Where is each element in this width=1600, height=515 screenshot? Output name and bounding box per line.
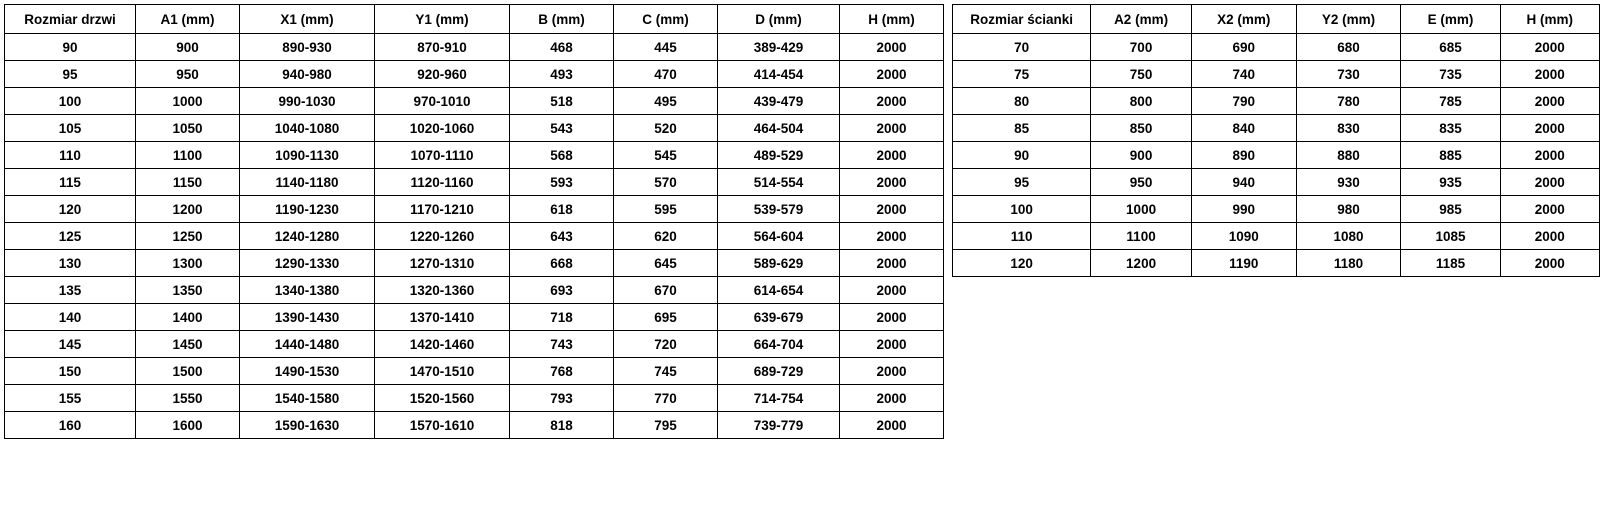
table-cell: 1270-1310 (375, 250, 510, 277)
table-cell: 935 (1401, 169, 1500, 196)
walls-table-body (953, 34, 1600, 277)
table-cell: 1350 (136, 277, 240, 304)
table-header-row (953, 5, 1600, 34)
table-cell: 930 (1296, 169, 1401, 196)
table-cell: 489-529 (718, 142, 840, 169)
table-cell: 818 (510, 412, 614, 439)
table-cell: 1300 (136, 250, 240, 277)
table-cell: 150 (5, 358, 136, 385)
table-cell: 1040-1080 (240, 115, 375, 142)
table-cell: 850 (1091, 115, 1192, 142)
table-cell: 1370-1410 (375, 304, 510, 331)
column-header-4: B (mm) (510, 5, 614, 34)
table-cell: 130 (5, 250, 136, 277)
table-cell: 1100 (136, 142, 240, 169)
table-cell: 90 (953, 142, 1091, 169)
table-cell: 668 (510, 250, 614, 277)
column-header-3: Y1 (mm) (375, 5, 510, 34)
table-cell: 835 (1401, 115, 1500, 142)
doors-table-container (4, 4, 944, 439)
table-cell: 743 (510, 331, 614, 358)
table-cell: 2000 (840, 277, 944, 304)
table-cell: 520 (614, 115, 718, 142)
table-cell: 518 (510, 88, 614, 115)
table-cell: 145 (5, 331, 136, 358)
table-cell: 1420-1460 (375, 331, 510, 358)
table-row (5, 331, 944, 358)
table-row (5, 34, 944, 61)
table-cell: 2000 (840, 142, 944, 169)
table-cell: 970-1010 (375, 88, 510, 115)
column-header-0: Rozmiar ścianki (953, 5, 1091, 34)
table-cell: 980 (1296, 196, 1401, 223)
table-cell: 80 (953, 88, 1091, 115)
table-cell: 785 (1401, 88, 1500, 115)
column-header-4: E (mm) (1401, 5, 1500, 34)
table-cell: 1185 (1401, 250, 1500, 277)
table-cell: 2000 (840, 169, 944, 196)
table-cell: 735 (1401, 61, 1500, 88)
table-row (5, 223, 944, 250)
table-cell: 1140-1180 (240, 169, 375, 196)
table-cell: 1190 (1191, 250, 1296, 277)
table-cell: 1390-1430 (240, 304, 375, 331)
table-cell: 495 (614, 88, 718, 115)
table-cell: 950 (1091, 169, 1192, 196)
table-cell: 414-454 (718, 61, 840, 88)
table-row (5, 250, 944, 277)
column-header-0: Rozmiar drzwi (5, 5, 136, 34)
table-cell: 618 (510, 196, 614, 223)
table-cell: 593 (510, 169, 614, 196)
table-cell: 2000 (840, 61, 944, 88)
doors-table-header (5, 5, 944, 34)
column-header-2: X2 (mm) (1191, 5, 1296, 34)
walls-table-header (953, 5, 1600, 34)
table-cell: 693 (510, 277, 614, 304)
table-cell: 1080 (1296, 223, 1401, 250)
table-cell: 2000 (1500, 142, 1599, 169)
table-cell: 720 (614, 331, 718, 358)
table-cell: 795 (614, 412, 718, 439)
walls-table-container (952, 4, 1600, 277)
table-cell: 1070-1110 (375, 142, 510, 169)
column-header-5: H (mm) (1500, 5, 1599, 34)
table-cell: 2000 (840, 250, 944, 277)
table-cell: 514-554 (718, 169, 840, 196)
table-cell: 493 (510, 61, 614, 88)
table-cell: 1150 (136, 169, 240, 196)
table-cell: 685 (1401, 34, 1500, 61)
table-cell: 1180 (1296, 250, 1401, 277)
table-cell: 718 (510, 304, 614, 331)
column-header-5: C (mm) (614, 5, 718, 34)
table-cell: 1570-1610 (375, 412, 510, 439)
table-row (953, 61, 1600, 88)
table-cell: 2000 (840, 358, 944, 385)
table-row (5, 196, 944, 223)
table-cell: 890-930 (240, 34, 375, 61)
table-cell: 1220-1260 (375, 223, 510, 250)
table-cell: 1250 (136, 223, 240, 250)
column-header-3: Y2 (mm) (1296, 5, 1401, 34)
table-cell: 120 (5, 196, 136, 223)
table-cell: 2000 (840, 331, 944, 358)
table-cell: 768 (510, 358, 614, 385)
table-row (953, 223, 1600, 250)
table-cell: 1170-1210 (375, 196, 510, 223)
table-row (5, 169, 944, 196)
table-row (5, 277, 944, 304)
table-cell: 1190-1230 (240, 196, 375, 223)
doors-table-body (5, 34, 944, 439)
table-cell: 950 (136, 61, 240, 88)
table-cell: 100 (5, 88, 136, 115)
table-cell: 1090 (1191, 223, 1296, 250)
table-cell: 750 (1091, 61, 1192, 88)
table-cell: 2000 (1500, 223, 1599, 250)
table-cell: 595 (614, 196, 718, 223)
table-cell: 2000 (840, 196, 944, 223)
table-cell: 1020-1060 (375, 115, 510, 142)
table-row (5, 385, 944, 412)
table-cell: 2000 (840, 115, 944, 142)
table-cell: 940-980 (240, 61, 375, 88)
table-cell: 1000 (136, 88, 240, 115)
table-cell: 740 (1191, 61, 1296, 88)
table-cell: 1290-1330 (240, 250, 375, 277)
table-cell: 1120-1160 (375, 169, 510, 196)
table-cell: 1450 (136, 331, 240, 358)
table-cell: 2000 (1500, 250, 1599, 277)
table-cell: 100 (953, 196, 1091, 223)
table-cell: 1500 (136, 358, 240, 385)
table-cell: 1085 (1401, 223, 1500, 250)
table-cell: 2000 (1500, 61, 1599, 88)
table-cell: 70 (953, 34, 1091, 61)
table-cell: 1590-1630 (240, 412, 375, 439)
table-cell: 870-910 (375, 34, 510, 61)
table-cell: 2000 (1500, 196, 1599, 223)
table-cell: 2000 (840, 88, 944, 115)
table-cell: 115 (5, 169, 136, 196)
table-cell: 990 (1191, 196, 1296, 223)
table-cell: 985 (1401, 196, 1500, 223)
table-cell: 1470-1510 (375, 358, 510, 385)
table-cell: 2000 (1500, 34, 1599, 61)
table-cell: 940 (1191, 169, 1296, 196)
table-cell: 1100 (1091, 223, 1192, 250)
table-cell: 120 (953, 250, 1091, 277)
table-cell: 95 (5, 61, 136, 88)
table-cell: 539-579 (718, 196, 840, 223)
table-cell: 1400 (136, 304, 240, 331)
table-row (5, 61, 944, 88)
column-header-7: H (mm) (840, 5, 944, 34)
table-cell: 589-629 (718, 250, 840, 277)
table-cell: 840 (1191, 115, 1296, 142)
table-cell: 689-729 (718, 358, 840, 385)
table-cell: 1240-1280 (240, 223, 375, 250)
table-cell: 155 (5, 385, 136, 412)
column-header-2: X1 (mm) (240, 5, 375, 34)
table-cell: 770 (614, 385, 718, 412)
table-cell: 90 (5, 34, 136, 61)
table-row (953, 142, 1600, 169)
table-row (953, 88, 1600, 115)
table-row (5, 304, 944, 331)
table-cell: 645 (614, 250, 718, 277)
table-cell: 1550 (136, 385, 240, 412)
table-cell: 1440-1480 (240, 331, 375, 358)
table-header-row (5, 5, 944, 34)
table-cell: 695 (614, 304, 718, 331)
table-cell: 714-754 (718, 385, 840, 412)
table-cell: 780 (1296, 88, 1401, 115)
table-cell: 900 (136, 34, 240, 61)
table-cell: 2000 (840, 34, 944, 61)
table-cell: 730 (1296, 61, 1401, 88)
table-cell: 900 (1091, 142, 1192, 169)
table-row (5, 358, 944, 385)
table-cell: 105 (5, 115, 136, 142)
table-cell: 545 (614, 142, 718, 169)
table-cell: 389-429 (718, 34, 840, 61)
table-cell: 739-779 (718, 412, 840, 439)
table-cell: 890 (1191, 142, 1296, 169)
table-cell: 445 (614, 34, 718, 61)
table-cell: 110 (953, 223, 1091, 250)
table-cell: 160 (5, 412, 136, 439)
table-cell: 1600 (136, 412, 240, 439)
table-cell: 700 (1091, 34, 1192, 61)
table-cell: 639-679 (718, 304, 840, 331)
table-cell: 110 (5, 142, 136, 169)
column-header-1: A2 (mm) (1091, 5, 1192, 34)
table-cell: 830 (1296, 115, 1401, 142)
column-header-1: A1 (mm) (136, 5, 240, 34)
table-cell: 439-479 (718, 88, 840, 115)
table-row (5, 412, 944, 439)
doors-dimension-table (4, 4, 944, 439)
table-cell: 880 (1296, 142, 1401, 169)
table-cell: 1090-1130 (240, 142, 375, 169)
table-cell: 1490-1530 (240, 358, 375, 385)
table-cell: 2000 (840, 223, 944, 250)
table-cell: 1540-1580 (240, 385, 375, 412)
table-row (953, 196, 1600, 223)
table-cell: 990-1030 (240, 88, 375, 115)
table-row (953, 250, 1600, 277)
table-row (5, 115, 944, 142)
table-cell: 95 (953, 169, 1091, 196)
table-cell: 570 (614, 169, 718, 196)
table-row (953, 115, 1600, 142)
table-cell: 1000 (1091, 196, 1192, 223)
table-cell: 2000 (1500, 88, 1599, 115)
table-cell: 543 (510, 115, 614, 142)
table-cell: 464-504 (718, 115, 840, 142)
table-cell: 2000 (1500, 115, 1599, 142)
table-cell: 75 (953, 61, 1091, 88)
table-cell: 690 (1191, 34, 1296, 61)
table-cell: 470 (614, 61, 718, 88)
table-row (953, 34, 1600, 61)
table-cell: 564-604 (718, 223, 840, 250)
table-cell: 793 (510, 385, 614, 412)
table-cell: 135 (5, 277, 136, 304)
table-cell: 1340-1380 (240, 277, 375, 304)
table-cell: 1200 (1091, 250, 1192, 277)
table-cell: 125 (5, 223, 136, 250)
table-cell: 680 (1296, 34, 1401, 61)
table-row (5, 142, 944, 169)
table-cell: 614-654 (718, 277, 840, 304)
table-cell: 745 (614, 358, 718, 385)
table-row (5, 88, 944, 115)
table-cell: 568 (510, 142, 614, 169)
table-row (953, 169, 1600, 196)
table-cell: 664-704 (718, 331, 840, 358)
table-cell: 2000 (840, 412, 944, 439)
table-cell: 1050 (136, 115, 240, 142)
table-cell: 468 (510, 34, 614, 61)
table-cell: 670 (614, 277, 718, 304)
table-cell: 800 (1091, 88, 1192, 115)
table-cell: 2000 (1500, 169, 1599, 196)
table-cell: 2000 (840, 304, 944, 331)
table-cell: 920-960 (375, 61, 510, 88)
table-cell: 885 (1401, 142, 1500, 169)
table-cell: 1520-1560 (375, 385, 510, 412)
table-cell: 85 (953, 115, 1091, 142)
table-cell: 790 (1191, 88, 1296, 115)
table-cell: 1200 (136, 196, 240, 223)
column-header-6: D (mm) (718, 5, 840, 34)
table-cell: 2000 (840, 385, 944, 412)
table-cell: 620 (614, 223, 718, 250)
walls-dimension-table (952, 4, 1600, 277)
table-cell: 140 (5, 304, 136, 331)
table-cell: 1320-1360 (375, 277, 510, 304)
table-cell: 643 (510, 223, 614, 250)
